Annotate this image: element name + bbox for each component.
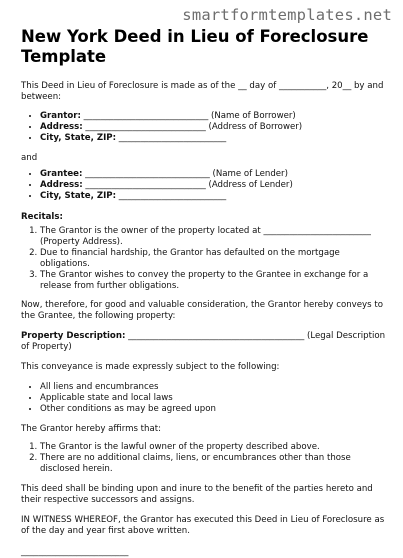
conditions-list	[21, 382, 389, 415]
intro-paragraph: This Deed in Lieu of Foreclosure is made as of the __ day of ___________, 20__ by and between:	[21, 81, 384, 102]
affirm-intro: The Grantor hereby affirms that:	[21, 424, 162, 434]
grantor-name-item	[40, 111, 389, 122]
grantee-city-item	[40, 191, 389, 202]
grantor-name-field: _____________________________ (Name of Borrower)	[80, 111, 296, 121]
signature-line: _________________________	[21, 547, 129, 557]
property-description	[21, 331, 389, 353]
now-therefore-paragraph: Now, therefore, for good and valuable consideration, the Grantor hereby conveys to the Grantee, the following property:	[21, 300, 383, 321]
and-text: and	[21, 153, 38, 163]
grantee-name-item	[40, 169, 389, 180]
binding-paragraph: This deed shall be binding upon and inure to the benefit of the parties hereto and their respective successors and assigns.	[21, 484, 373, 505]
grantee-address-field: ____________________________ (Address of Lender)	[82, 180, 293, 190]
grantee-city-label: City, State, ZIP:	[40, 191, 117, 201]
grantor-address-field: ____________________________ (Address of Borrower)	[82, 122, 303, 132]
grantor-city-label: City, State, ZIP:	[40, 133, 117, 143]
property-description-field: _________________________________________ (Legal Description of Property)	[21, 331, 386, 352]
condition-item: • All liens and encumbrances	[40, 382, 389, 393]
recital-item: 3. The Grantor wishes to convey the property to the Grantee in exchange for a release from further obligations.	[40, 270, 389, 292]
grantor-address-item	[40, 122, 389, 133]
recitals-heading: Recitals:	[21, 212, 63, 222]
grantor-label: Grantor:	[40, 111, 81, 121]
condition-item: • Other conditions as may be agreed upon	[40, 404, 389, 415]
recitals-list	[21, 226, 389, 292]
document-body	[21, 27, 389, 558]
grantee-address-label: Address:	[40, 180, 83, 190]
grantee-city-field: _________________________	[116, 191, 227, 201]
condition-item: • Applicable state and local laws	[40, 393, 389, 404]
witness-paragraph: IN WITNESS WHEREOF, the Grantor has executed this Deed in Lieu of Foreclosure as of the day and year first above written.	[21, 515, 385, 536]
grantee-address-item	[40, 180, 389, 191]
grantee-name-field: _____________________________ (Name of Lender)	[82, 169, 288, 179]
grantor-address-label: Address:	[40, 122, 83, 132]
document-title: New York Deed in Lieu of Foreclosure Template	[21, 27, 369, 66]
conveyance-intro: This conveyance is made expressly subject to the following:	[21, 362, 280, 372]
affirmations-list	[21, 442, 389, 475]
affirmation-item: 2. There are no additional claims, liens, or encumbrances other than those disclosed herein.	[40, 453, 389, 475]
grantor-city-field: _________________________	[116, 133, 227, 143]
site-watermark: smartformtemplates.net	[182, 6, 392, 24]
recital-item: 1. The Grantor is the owner of the property located at _________________________ (Property Address).	[40, 226, 389, 248]
grantee-label: Grantee:	[40, 169, 83, 179]
grantor-city-item	[40, 133, 389, 144]
affirmation-item: 1. The Grantor is the lawful owner of the property described above.	[40, 442, 389, 453]
property-description-label: Property Description:	[21, 331, 126, 341]
recital-item: 2. Due to financial hardship, the Grantor has defaulted on the mortgage obligations.	[40, 248, 389, 270]
grantor-list	[21, 111, 389, 144]
grantee-list	[21, 169, 389, 202]
